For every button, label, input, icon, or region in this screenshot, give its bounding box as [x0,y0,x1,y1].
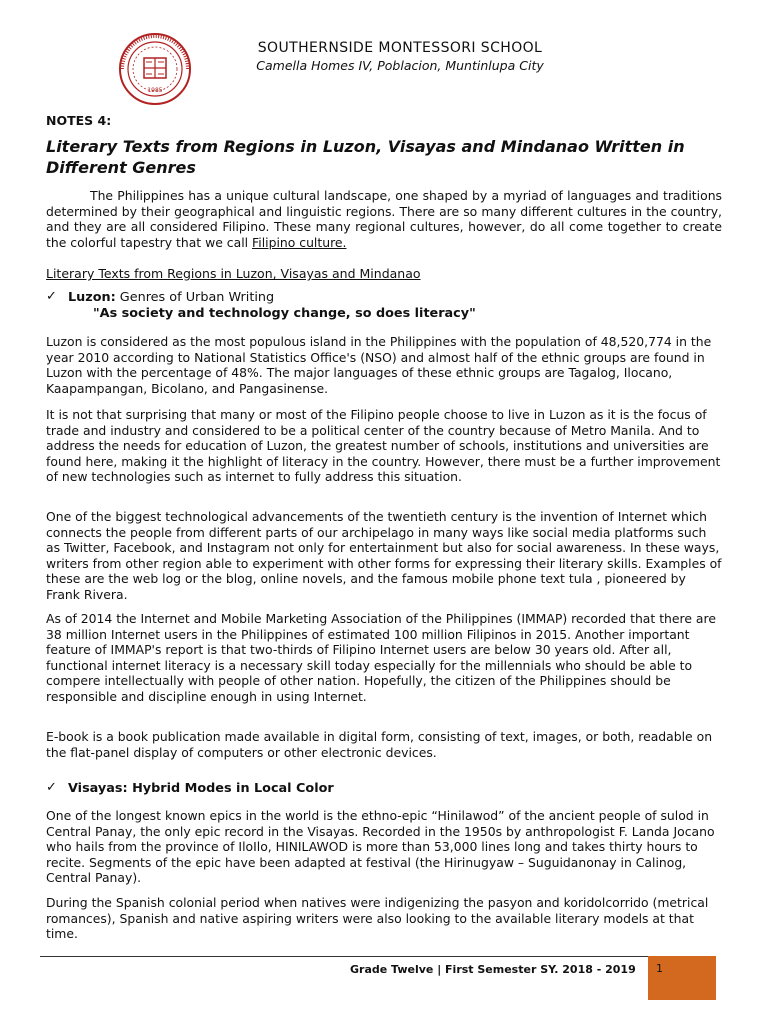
page-number-box [648,956,716,1000]
document-title: Literary Texts from Regions in Luzon, Visayas and Mindanao Written in Different Genres [46,137,685,177]
luzon-paragraph-2: It is not that surprising that many or most of the Filipino people choose to live in Luzon as it is the focus of trade and industry and considered to be a political center of the country because of Metro Manila. And to address the needs for education of Luzon, the greatest number of schools, institutions and universities are found here, making it the highlight of literacy in the country. However, there must be a further improvement of new technologies such as internet to fully address this situation. [46,407,721,484]
luzon-heading [68,290,274,305]
luzon-quote: "As society and technology change, so does literacy" [93,306,476,321]
footer-divider [40,956,716,957]
school-address: Camella Homes IV, Poblacion, Muntinlupa City [256,58,544,73]
check-mark-icon: ✓ [46,780,57,795]
luzon-paragraph-4: As of 2014 the Internet and Mobile Marketing Association of the Philippines (IMMAP) recorded that there are 38 million Internet users in the Philippines of estimated 100 million Filipinos in 2015. Another important feature of IMMAP's report is that two-thirds of Filipino Internet users are below 30 years old. After all, functional internet literacy is a necessary skill today especially for the millennials who should be able to compere intellectually with people of other nation. Hopefully, the citizen of the Philippines should be responsible and discipline enough in using Internet. [46,611,716,704]
footer-text: Grade Twelve | First Semester SY. 2018 - 2019 [350,963,636,976]
visayas-paragraph-1: One of the longest known epics in the world is the ethno-epic “Hinilawod” of the ancient people of sulod in Central Panay, the only epic record in the Visayas. Recorded in the 1950s by anthropologist F. Landa Jocano who hails from the province of IloIlo, HINILAWOD is more than 53,000 lines long and takes thirty hours to recite. Segments of the epic have been adapted at festival (the Hirinugyaw – Suguidanonay in Calinog, Central Panay). [46,808,715,885]
section-heading: Literary Texts from Regions in Luzon, Visayas and Mindanao [46,266,421,281]
visayas-heading [68,781,334,796]
check-mark-icon: ✓ [46,289,57,304]
luzon-paragraph-1: Luzon is considered as the most populous island in the Philippines with the population of 48,520,774 in the year 2010 according to National Statistics Office's (NSO) and almost half of the ethnic groups are found in Luzon with the percentage of 48%. The major languages of these ethnic groups are Tagalog, Ilocano, Kaapampangan, Bicolano, and Pangasinense. [46,334,712,396]
luzon-paragraph-3: One of the biggest technological advancements of the twentieth century is the invention of Internet which connects the people from different parts of our archipelago in many ways like social media platforms such as Twitter, Facebook, and Instagram not only for entertainment but also for social awareness. In these ways, writers from other region able to experiment with other forms for expressing their literary skills. Examples of these are the web log or the blog, online novels, and the famous mobile phone text tula , pioneered by Frank Rivera. [46,509,722,602]
intro-paragraph [46,188,722,250]
school-seal-logo [118,32,192,106]
luzon-label: Luzon: [68,290,116,305]
luzon-genre: Genres of Urban Writing [115,290,275,305]
school-name: SOUTHERNSIDE MONTESSORI SCHOOL [257,40,543,56]
visayas-paragraph-2: During the Spanish colonial period when natives were indigenizing the pasyon and koridolcorrido (metrical romances), Spanish and native aspiring writers were also looking to the available literary models at that time. [46,895,709,941]
notes-label: NOTES 4: [46,113,112,128]
luzon-paragraph-5: E-book is a book publication made available in digital form, consisting of text, images, or both, readable on the flat-panel display of computers or other electronic devices. [46,729,713,760]
seal-year: 1985 [147,87,163,94]
intro-text: The Philippines has a unique cultural landscape, one shaped by a myriad of languages and traditions determined by their geographical and linguistic regions. There are so many different cultures in the country, and they are all considered Filipino. These many regional cultures, however, do all come together to create the colorful tapestry that we call [46,188,722,250]
filipino-culture-link[interactable]: Filipino culture. [252,234,347,250]
page-number: 1 [656,962,663,975]
visayas-heading-text: Visayas: Hybrid Modes in Local Color [68,781,334,796]
